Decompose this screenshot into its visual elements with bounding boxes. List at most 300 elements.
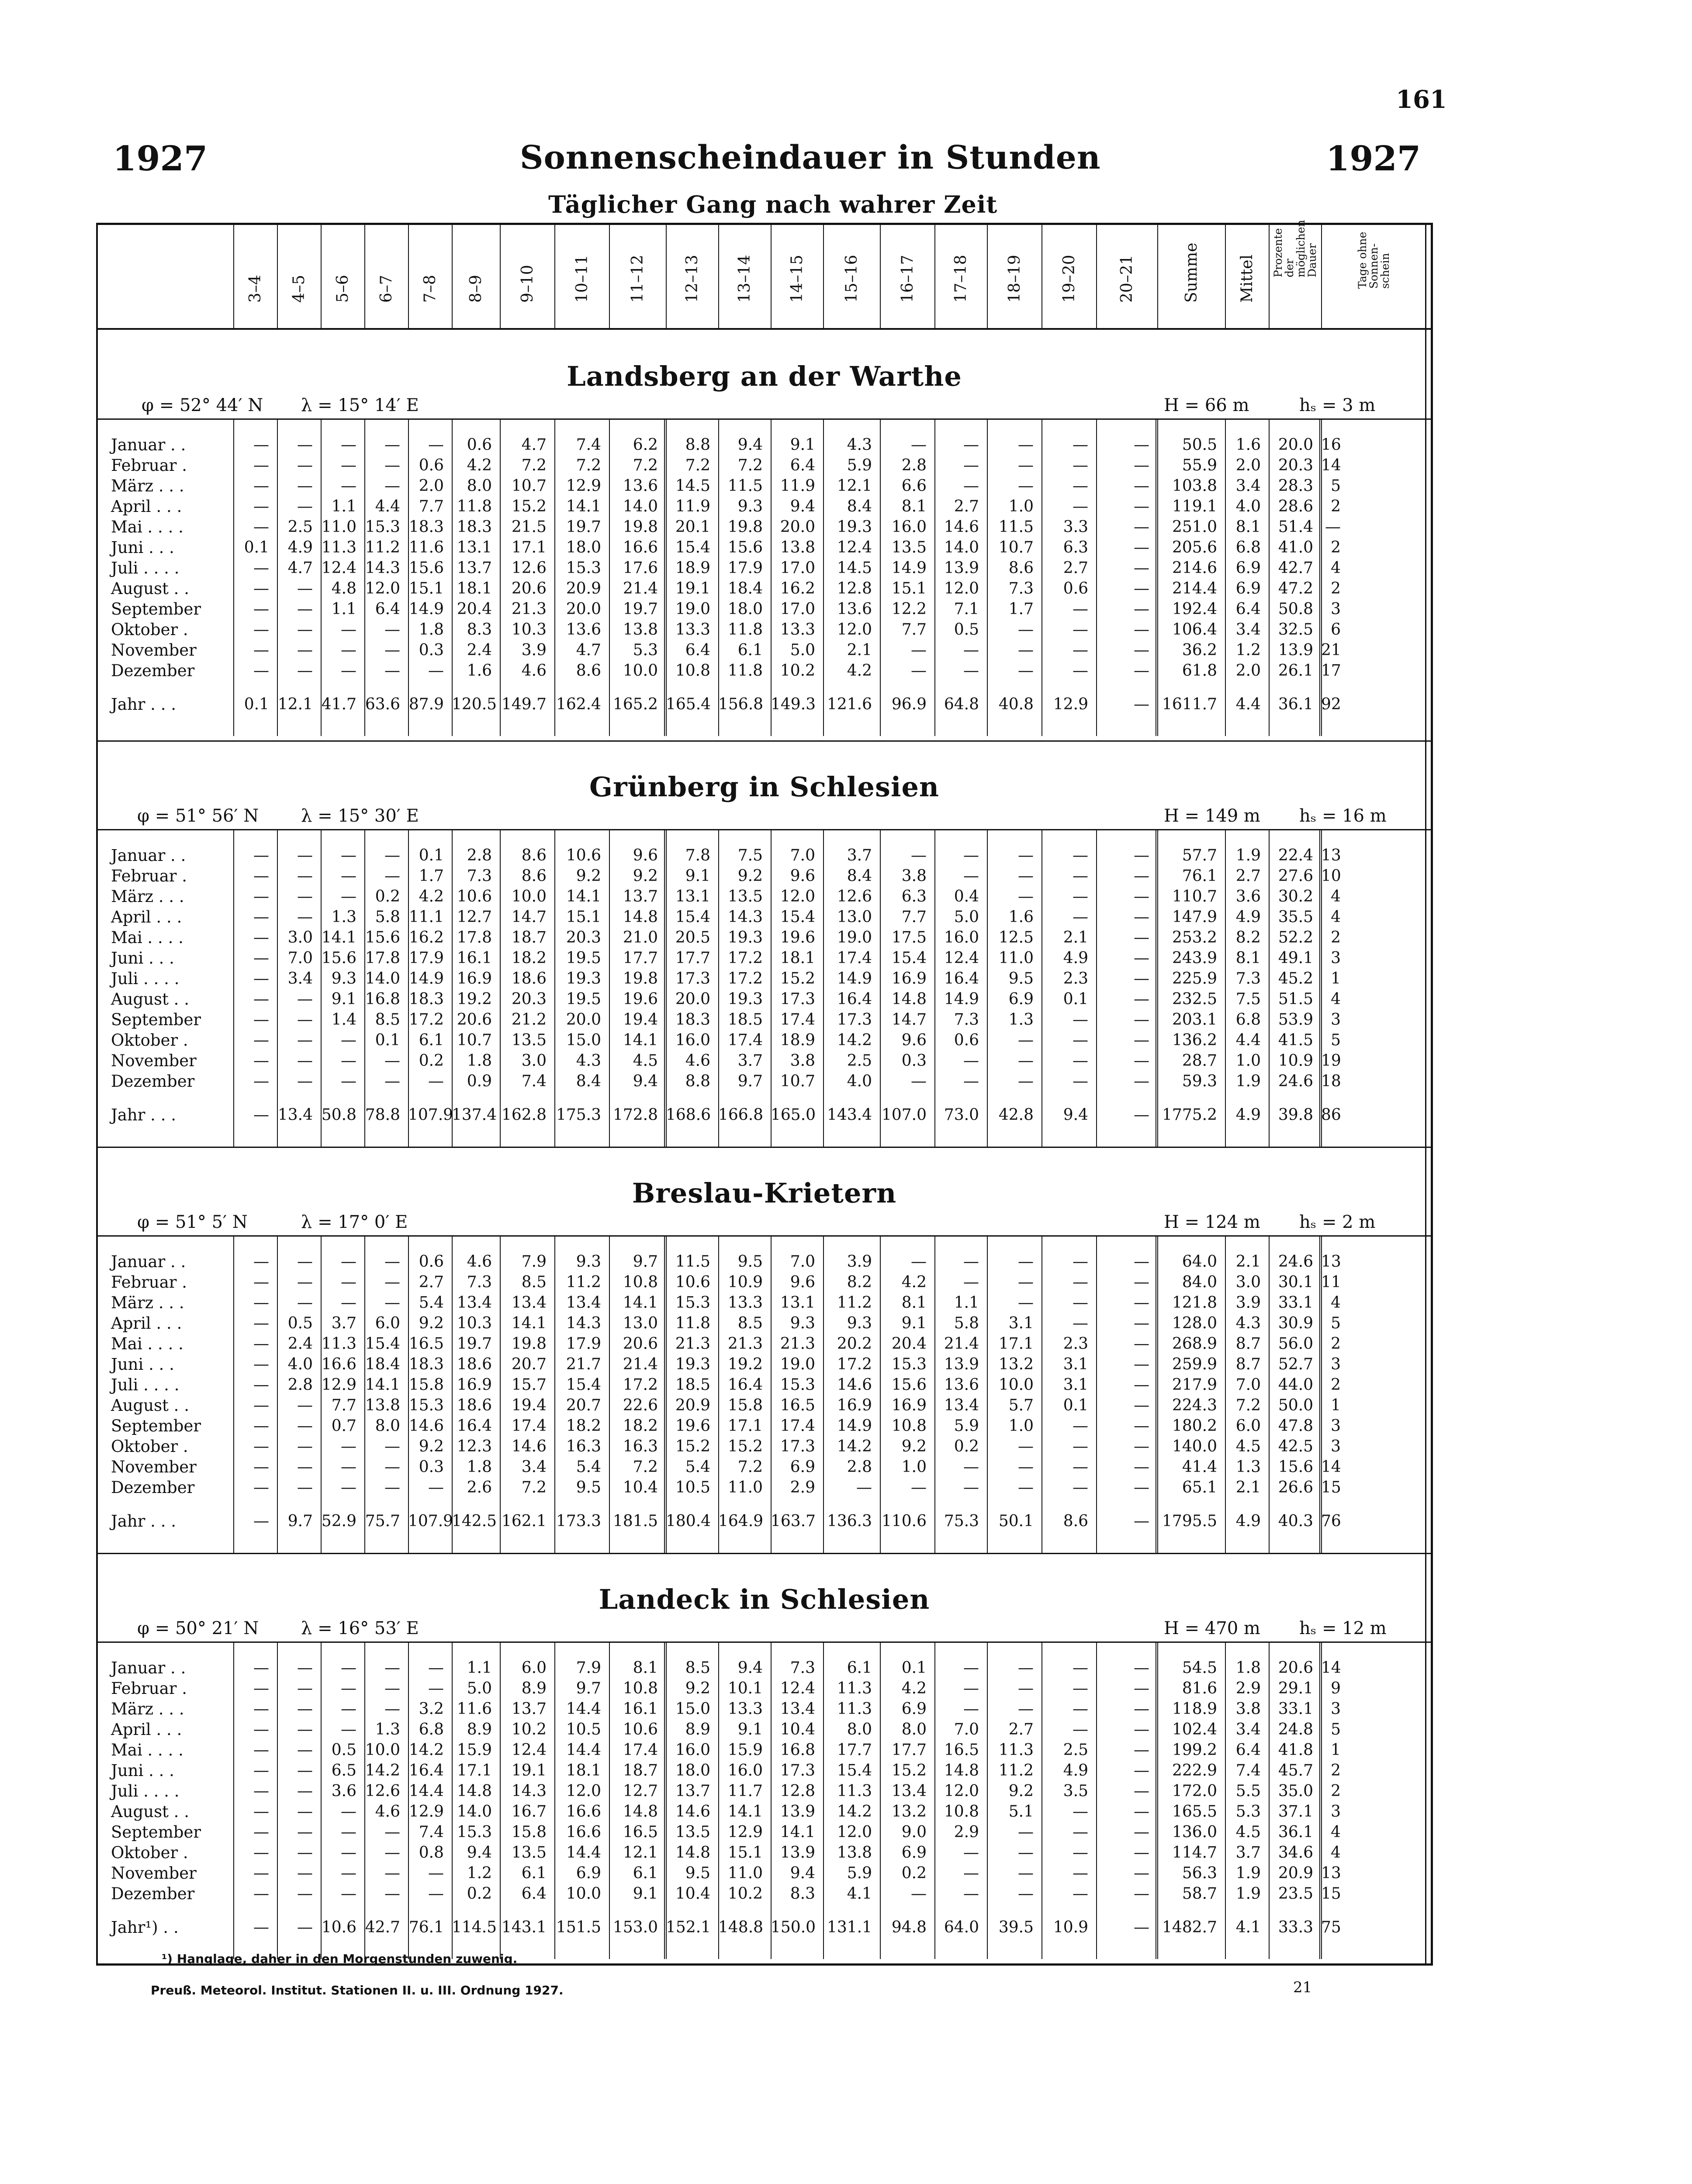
column-header-label: 16–17 (898, 255, 917, 303)
table-cell: 1.1 (467, 1659, 492, 1677)
table-row (98, 1354, 1431, 1375)
table-row (98, 1071, 1431, 1092)
table-cell-year: 120.5 (452, 695, 497, 713)
table-cell: 12.8 (837, 580, 872, 598)
table-cell-year: 163.7 (771, 1512, 816, 1530)
table-cell: — (1018, 1052, 1034, 1070)
table-cell: 14.1 (780, 1823, 815, 1841)
table-cell: 10.6 (623, 1721, 658, 1738)
table-cell: — (341, 1721, 356, 1738)
table-cell: 15.2 (727, 1438, 763, 1455)
table-row (98, 517, 1431, 537)
table-cell: 11.5 (675, 1253, 710, 1271)
station-sensor-height: hₛ = 12 m (1299, 1618, 1387, 1638)
table-cell: — (963, 1072, 979, 1090)
table-cell: — (384, 1823, 400, 1841)
table-row (98, 1030, 1431, 1051)
table-cell: 20.0 (566, 600, 601, 618)
station-height: H = 124 m (1164, 1212, 1260, 1232)
table-cell: 0.8 (419, 1844, 444, 1862)
table-cell: 19.3 (675, 1355, 710, 1373)
column-header (1157, 225, 1225, 328)
table-cell: — (1134, 847, 1149, 864)
table-cell: 7.0 (790, 1253, 815, 1271)
table-cell: 14.9 (408, 600, 444, 618)
table-cell: — (1134, 1803, 1149, 1821)
table-row (98, 845, 1431, 866)
table-cell: 15.1 (891, 580, 927, 598)
table-cell-year: 76.1 (408, 1918, 444, 1936)
table-cell: 65.1 (1182, 1479, 1217, 1496)
table-cell: — (856, 1479, 872, 1496)
table-cell: 0.1 (1063, 990, 1088, 1008)
table-cell: 8.9 (521, 1679, 547, 1697)
table-cell: 9.4 (790, 1864, 815, 1882)
table-row (98, 886, 1431, 907)
table-cell: 13.5 (891, 539, 927, 556)
table-cell: — (911, 1072, 927, 1090)
table-cell: 7.4 (521, 1072, 547, 1090)
table-cell: — (1018, 641, 1034, 659)
table-cell: 224.3 (1172, 1396, 1217, 1414)
table-cell: 12.1 (837, 477, 872, 495)
table-cell: 8.8 (685, 1072, 710, 1090)
station-latitude: φ = 51° 56′ N (137, 806, 259, 826)
table-cell: 7.7 (331, 1396, 356, 1414)
table-cell: — (341, 621, 356, 639)
table-cell: — (384, 1885, 400, 1903)
row-label-month: Oktober . (111, 1843, 188, 1862)
table-cell: 18.0 (727, 600, 763, 618)
table-cell: 18.5 (675, 1376, 710, 1394)
table-cell: 11.0 (727, 1864, 763, 1882)
table-cell: 14.5 (837, 559, 872, 577)
table-cell: 14.4 (408, 1782, 444, 1800)
table-cell: 10 (1321, 867, 1341, 885)
table-cell: — (341, 662, 356, 680)
table-cell-year: 151.5 (556, 1918, 601, 1936)
table-cell: 5 (1331, 1721, 1341, 1738)
table-cell: 9.5 (1008, 970, 1034, 988)
table-cell: 22.4 (1278, 847, 1313, 864)
table-row (98, 1781, 1431, 1801)
table-cell: 3 (1331, 1700, 1341, 1718)
table-cell: 6.9 (1235, 580, 1261, 598)
table-cell: — (341, 1823, 356, 1841)
table-cell: — (1073, 1253, 1088, 1271)
table-cell: 0.5 (331, 1741, 356, 1759)
station-name: Grünberg in Schlesien (589, 771, 939, 803)
row-label-month: April . . . (111, 497, 182, 516)
table-cell: — (297, 1438, 313, 1455)
table-cell: 8.0 (847, 1721, 872, 1738)
table-cell: 16.6 (566, 1803, 601, 1821)
table-cell: — (341, 641, 356, 659)
table-row (98, 1334, 1431, 1354)
table-cell: — (963, 1864, 979, 1882)
table-cell: — (253, 867, 269, 885)
table-cell: 19.5 (566, 990, 601, 1008)
table-cell: — (253, 1376, 269, 1394)
table-cell: 11.0 (727, 1479, 763, 1496)
table-cell: — (1134, 1741, 1149, 1759)
table-cell: 2.1 (1063, 929, 1088, 947)
table-cell: 14.3 (511, 1782, 547, 1800)
table-cell: 11.3 (837, 1679, 872, 1697)
table-cell: 17.0 (780, 559, 815, 577)
table-cell-year: 137.4 (452, 1106, 497, 1124)
table-cell: 17.4 (623, 1741, 658, 1759)
table-cell: 15.9 (457, 1741, 492, 1759)
table-cell: 0.9 (467, 1072, 492, 1090)
table-cell: 14.3 (365, 559, 400, 577)
table-cell: — (1073, 1417, 1088, 1435)
table-cell: 8.1 (633, 1659, 658, 1677)
table-cell: — (1073, 1072, 1088, 1090)
row-label-month: Oktober . (111, 1031, 188, 1050)
table-cell: 6.1 (847, 1659, 872, 1677)
row-label-month: März . . . (111, 887, 184, 906)
table-cell: 30.1 (1278, 1273, 1313, 1291)
table-cell: — (384, 1679, 400, 1697)
row-label-month: Oktober . (111, 1437, 188, 1456)
table-cell: 9.3 (790, 1314, 815, 1332)
table-cell: — (1134, 1721, 1149, 1738)
table-cell: — (1073, 1052, 1088, 1070)
column-header-label: 15–16 (843, 255, 861, 303)
page-number: 161 (1396, 85, 1447, 114)
table-row-year (98, 1511, 1431, 1531)
table-cell: 9.1 (790, 436, 815, 454)
table-cell: — (963, 1700, 979, 1718)
table-cell: 16.6 (623, 539, 658, 556)
table-cell: 14.8 (623, 908, 658, 926)
table-cell: 21.3 (780, 1335, 815, 1353)
table-cell: — (911, 1885, 927, 1903)
table-cell-year: 64.8 (944, 695, 979, 713)
table-cell: 10.4 (623, 1479, 658, 1496)
table-cell: — (1134, 641, 1149, 659)
table-cell-year: 121.6 (827, 695, 872, 713)
column-header-label: 5–6 (334, 275, 352, 303)
table-cell: 18.4 (727, 580, 763, 598)
table-cell: 3 (1331, 1417, 1341, 1435)
table-cell: 15.1 (727, 1844, 763, 1862)
table-cell: 18.9 (780, 1031, 815, 1049)
table-cell: 1.0 (1235, 1052, 1261, 1070)
table-cell: 0.6 (467, 436, 492, 454)
table-cell: 18.2 (623, 1417, 658, 1435)
table-cell-year: — (253, 1512, 269, 1530)
table-cell: — (1134, 518, 1149, 536)
table-cell: 18.1 (780, 949, 815, 967)
table-cell: 10.9 (1278, 1052, 1313, 1070)
table-cell-year: 110.6 (881, 1512, 927, 1530)
table-cell: 42.7 (1278, 559, 1313, 577)
table-cell: — (1018, 1864, 1034, 1882)
table-cell: 44.0 (1278, 1376, 1313, 1394)
table-cell-year: 173.3 (556, 1512, 601, 1530)
table-cell: 12.9 (408, 1803, 444, 1821)
table-cell: — (341, 1294, 356, 1312)
row-label-month: Juni . . . (111, 1761, 174, 1780)
table-cell: 2.9 (1235, 1679, 1261, 1697)
table-cell: 136.0 (1172, 1823, 1217, 1841)
table-cell: 4.9 (1063, 1762, 1088, 1780)
table-cell: 4.6 (467, 1253, 492, 1271)
table-cell: — (384, 867, 400, 885)
table-cell: 16.0 (944, 929, 979, 947)
table-cell: — (963, 436, 979, 454)
table-cell: 12.3 (457, 1438, 492, 1455)
table-cell: — (911, 847, 927, 864)
table-cell: 8.8 (685, 436, 710, 454)
column-header (823, 225, 880, 328)
table-cell: — (341, 477, 356, 495)
table-cell: 9.4 (790, 498, 815, 515)
table-cell: 10.8 (891, 1417, 927, 1435)
table-cell: 9.1 (685, 867, 710, 885)
table-cell: 54.5 (1182, 1659, 1217, 1677)
table-cell: 13.3 (675, 621, 710, 639)
table-cell: 8.1 (901, 498, 927, 515)
table-cell: 4 (1331, 1294, 1341, 1312)
table-cell: 35.5 (1278, 908, 1313, 926)
station-height: H = 470 m (1164, 1618, 1260, 1638)
table-cell: 15.4 (891, 949, 927, 967)
table-cell: 21.2 (511, 1011, 547, 1029)
table-cell: — (1073, 908, 1088, 926)
row-label-month: Mai . . . . (111, 928, 183, 947)
table-cell: 13.8 (780, 539, 815, 556)
table-cell: 259.9 (1172, 1355, 1217, 1373)
table-cell: 81.6 (1182, 1679, 1217, 1697)
table-cell: 12.4 (511, 1741, 547, 1759)
table-cell: 3 (1331, 949, 1341, 967)
table-cell: — (253, 1417, 269, 1435)
station-latitude: φ = 52° 44′ N (142, 395, 263, 415)
table-cell: 15.2 (511, 498, 547, 515)
table-cell: — (1134, 1314, 1149, 1332)
table-cell: 17.2 (408, 1011, 444, 1029)
table-cell: 16.0 (891, 518, 927, 536)
table-cell: 13 (1321, 1864, 1341, 1882)
table-cell: 2 (1331, 539, 1341, 556)
table-cell: 14.7 (511, 908, 547, 926)
table-cell: 11.7 (727, 1782, 763, 1800)
column-header-label: 9–10 (518, 265, 536, 303)
table-cell: 18.3 (408, 518, 444, 536)
table-cell: — (341, 1031, 356, 1049)
table-cell: 18.1 (566, 1762, 601, 1780)
table-cell: — (297, 1803, 313, 1821)
station-name: Breslau-Krietern (632, 1177, 897, 1209)
table-cell: — (384, 1273, 400, 1291)
table-cell: — (1134, 1479, 1149, 1496)
table-cell: 17.1 (727, 1417, 763, 1435)
table-cell: 4.9 (1235, 908, 1261, 926)
table-cell: 18.3 (457, 518, 492, 536)
table-cell: 20.2 (837, 1335, 872, 1353)
table-cell: 2.3 (1063, 1335, 1088, 1353)
table-cell: 14.6 (408, 1417, 444, 1435)
table-cell: 7.3 (954, 1011, 979, 1029)
table-cell: 8.1 (901, 1294, 927, 1312)
table-cell: 4.2 (901, 1679, 927, 1697)
station-sensor-height: hₛ = 16 m (1299, 806, 1387, 826)
table-cell: 14.4 (566, 1700, 601, 1718)
table-cell: 14.1 (365, 1376, 400, 1394)
table-cell: 15.8 (408, 1376, 444, 1394)
column-header (1321, 225, 1426, 328)
table-cell: 19.7 (457, 1335, 492, 1353)
table-cell: 2 (1331, 498, 1341, 515)
table-cell: 9 (1331, 1679, 1341, 1697)
table-cell: 13.9 (780, 1803, 815, 1821)
table-cell: 15.4 (566, 1376, 601, 1394)
table-cell: 15.3 (457, 1823, 492, 1841)
table-cell: 14 (1321, 456, 1341, 474)
table-cell: 14.8 (891, 990, 927, 1008)
station-longitude: λ = 15° 30′ E (301, 806, 419, 826)
table-cell: 4.0 (287, 1355, 313, 1373)
table-cell: 0.6 (419, 1253, 444, 1271)
table-cell: 55.9 (1182, 456, 1217, 474)
table-cell: 0.1 (419, 847, 444, 864)
table-cell: — (253, 498, 269, 515)
station-block (98, 330, 1431, 740)
table-cell: — (963, 847, 979, 864)
table-cell: — (253, 1782, 269, 1800)
table-cell: 18.0 (675, 1762, 710, 1780)
table-cell: 16.9 (457, 1376, 492, 1394)
table-cell: 19.7 (566, 518, 601, 536)
table-cell: 16.3 (566, 1438, 601, 1455)
table-cell: 6.9 (901, 1844, 927, 1862)
table-cell: — (1073, 1844, 1088, 1862)
table-cell: 7.9 (521, 1253, 547, 1271)
table-cell: 4.2 (419, 888, 444, 905)
table-cell: 13.8 (365, 1396, 400, 1414)
table-cell: 1.9 (1235, 1864, 1261, 1882)
column-header (554, 225, 609, 328)
table-cell: 14.2 (837, 1438, 872, 1455)
table-cell: — (428, 1659, 444, 1677)
table-cell: 10.3 (457, 1314, 492, 1332)
table-row (98, 1051, 1431, 1071)
table-cell: 15.9 (727, 1741, 763, 1759)
table-cell: 17.9 (727, 559, 763, 577)
table-cell: 9.6 (633, 847, 658, 864)
table-cell: 15.3 (675, 1294, 710, 1312)
table-cell: 5.7 (1008, 1396, 1034, 1414)
table-cell: 1.1 (331, 600, 356, 618)
table-cell: 24.6 (1278, 1253, 1313, 1271)
table-cell: 15.1 (408, 580, 444, 598)
table-cell: 17.4 (780, 1417, 815, 1435)
table-cell: — (1134, 1396, 1149, 1414)
table-cell: 19.2 (457, 990, 492, 1008)
table-cell: 8.6 (521, 847, 547, 864)
column-header-label: Tage ohne Sonnen- schein (1356, 232, 1391, 289)
table-cell: — (297, 1031, 313, 1049)
table-cell: 27.6 (1278, 867, 1313, 885)
table-cell: 16.4 (837, 990, 872, 1008)
table-cell: — (1018, 1273, 1034, 1291)
table-cell: — (253, 641, 269, 659)
table-cell: 11.5 (727, 477, 763, 495)
table-cell: 18.0 (566, 539, 601, 556)
table-cell: 1.8 (1235, 1659, 1261, 1677)
table-cell: 12.0 (365, 580, 400, 598)
table-cell: 14.1 (321, 929, 356, 947)
table-cell: 9.3 (847, 1314, 872, 1332)
table-cell-year: 76 (1321, 1512, 1341, 1530)
table-cell: 18.6 (457, 1355, 492, 1373)
table-cell: 8.7 (1235, 1355, 1261, 1373)
table-cell-year: 114.5 (452, 1918, 497, 1936)
table-cell: — (384, 662, 400, 680)
table-cell: 16.2 (408, 929, 444, 947)
table-cell: — (253, 1762, 269, 1780)
table-cell: 36.2 (1182, 641, 1217, 659)
table-cell: 232.5 (1172, 990, 1217, 1008)
table-cell: 19.7 (623, 600, 658, 618)
table-row (98, 1678, 1431, 1699)
table-cell: — (297, 1700, 313, 1718)
table-cell: 3.1 (1008, 1314, 1034, 1332)
table-cell: 11.9 (675, 498, 710, 515)
table-cell: — (253, 1438, 269, 1455)
table-cell: 14.9 (837, 1417, 872, 1435)
table-cell: 4.6 (521, 662, 547, 680)
table-cell: 14.9 (891, 559, 927, 577)
table-cell: 2.6 (467, 1479, 492, 1496)
table-cell: 1.0 (901, 1458, 927, 1476)
table-cell: 6.9 (1008, 990, 1034, 1008)
column-header (500, 225, 554, 328)
table-cell: 9.4 (633, 1072, 658, 1090)
station-header-rule (98, 829, 1431, 830)
table-cell: — (911, 1253, 927, 1271)
column-header (666, 225, 718, 328)
table-cell: 17.1 (511, 539, 547, 556)
table-cell: 7.2 (633, 1458, 658, 1476)
column-header-label: 18–19 (1005, 255, 1024, 303)
table-cell: — (253, 1823, 269, 1841)
station-header-rule (98, 1641, 1431, 1643)
table-cell: 7.2 (633, 456, 658, 474)
table-cell: — (1018, 662, 1034, 680)
table-cell: 16.5 (408, 1335, 444, 1353)
table-cell: 14.1 (623, 1031, 658, 1049)
table-cell: 1.2 (1235, 641, 1261, 659)
table-cell: 12.9 (321, 1376, 356, 1394)
table-cell: 0.2 (467, 1885, 492, 1903)
table-cell: 12.7 (623, 1782, 658, 1800)
table-cell: 8.0 (375, 1417, 400, 1435)
table-cell: 2.9 (954, 1823, 979, 1841)
table-cell: 3.6 (1235, 888, 1261, 905)
table-cell: — (297, 662, 313, 680)
table-cell: — (963, 1458, 979, 1476)
table-cell: 0.1 (244, 539, 269, 556)
table-cell: 20.3 (1278, 456, 1313, 474)
column-header-label: 17–18 (952, 255, 970, 303)
table-cell: 20.6 (457, 1011, 492, 1029)
table-cell-year: — (253, 1106, 269, 1124)
table-cell: 9.3 (331, 970, 356, 988)
